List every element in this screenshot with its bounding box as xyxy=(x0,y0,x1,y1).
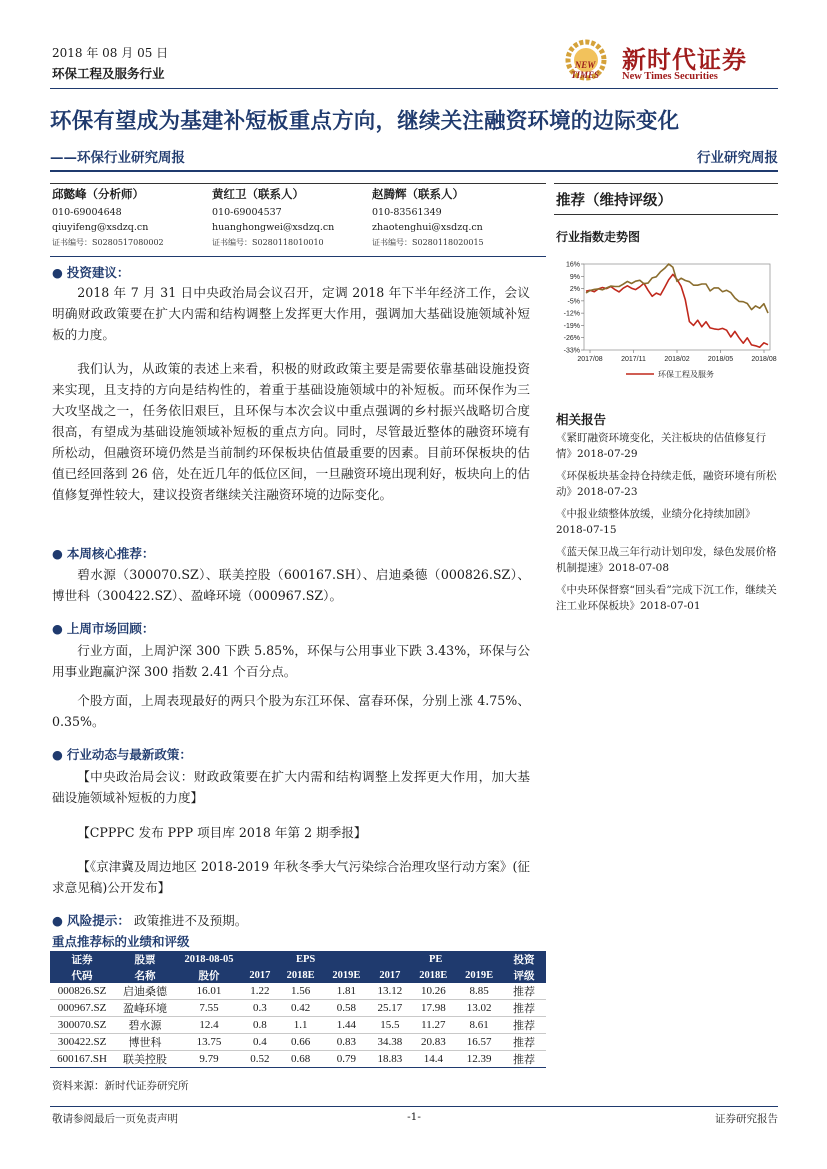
col-header: 证券 xyxy=(50,951,114,967)
section-review-title: ● 上周市场回顾： xyxy=(52,621,155,636)
table-row xyxy=(50,1051,546,1068)
related-report-item[interactable]: 《紧盯融资环境变化，关注板块的估值修复行情》2018-07-29 xyxy=(556,432,766,460)
logo-mark-text-2: TIMES xyxy=(570,70,600,80)
analyst-name: 黄红卫（联系人） xyxy=(212,187,304,201)
cell: 1.22 xyxy=(242,983,278,1000)
table-source: 资料来源：新时代证券研究所 xyxy=(52,1080,189,1092)
col-header: 代码 xyxy=(50,967,114,983)
policy-item-1: 【中央政治局会议：财政政策要在扩大内需和结构调整上发挥更大作用，加大基础设施领域补短板的力度】 xyxy=(52,769,530,805)
performance-table xyxy=(50,951,546,1068)
col-header: 投资 xyxy=(502,951,546,967)
col-header: 2017 xyxy=(242,967,278,983)
cell: 18.83 xyxy=(369,1051,410,1068)
chart-plot-frame xyxy=(584,264,770,350)
risk-line xyxy=(52,910,247,929)
related-title: 相关报告 xyxy=(556,412,607,427)
analyst-3 xyxy=(372,187,484,250)
page-title: 环保有望成为基建补短板重点方向，继续关注融资环境的边际变化 xyxy=(50,109,680,134)
analyst-phone: 010-83561349 xyxy=(372,207,442,218)
cell: 推荐 xyxy=(502,1017,546,1034)
related-report-item[interactable]: 《蓝天保卫战三年行动计划印发，绿色发展价格机制提速》2018-07-08 xyxy=(556,546,777,574)
cell: 16.57 xyxy=(456,1034,502,1051)
related-reports-list xyxy=(556,430,778,614)
rating: 推荐（维持评级） xyxy=(556,192,672,209)
cell: 13.12 xyxy=(369,983,410,1000)
cell: 300422.SZ xyxy=(50,1034,114,1051)
bullet-icon: ● xyxy=(52,265,63,280)
invest-paragraph-1: 2018 年 7 月 31 日中央政治局会议召开，定调 2018 年下半年经济工作，会议明确财政政策要在扩大内需和结构调整上发挥更大作用，强调加大基础设施领域补短板的力度。 xyxy=(52,285,530,342)
cell: 碧水源 xyxy=(114,1017,176,1034)
table-header-row-2 xyxy=(50,967,546,983)
cell: 推荐 xyxy=(502,983,546,1000)
analyst-phone: 010-69004648 xyxy=(52,207,122,218)
y-tick-label: -12% xyxy=(563,310,580,318)
section-picks-title: ● 本周核心推荐： xyxy=(52,546,155,561)
cell: 25.17 xyxy=(369,1000,410,1017)
table-title: 重点推荐标的业绩和评级 xyxy=(52,934,190,949)
col-header: 2019E xyxy=(324,967,370,983)
col-header: 名称 xyxy=(114,967,176,983)
cell: 联美控股 xyxy=(114,1051,176,1068)
y-tick-label: -26% xyxy=(563,335,580,343)
index-trend-chart-svg xyxy=(554,256,778,388)
logo-english-name: New Times Securities xyxy=(622,71,718,82)
industry-name: 环保工程及服务行业 xyxy=(52,66,165,81)
cell: 34.38 xyxy=(369,1034,410,1051)
logo-chinese-name: 新时代证券 xyxy=(622,45,747,74)
cell: 盈峰环境 xyxy=(114,1000,176,1017)
cell: 15.5 xyxy=(369,1017,410,1034)
cell: 7.55 xyxy=(176,1000,242,1017)
report-type: 行业研究周报 xyxy=(697,150,778,166)
col-header: 评级 xyxy=(502,967,546,983)
cell: 600167.SH xyxy=(50,1051,114,1068)
cell: 1.81 xyxy=(324,983,370,1000)
invest-paragraph-2: 我们认为，从政策的表述上来看，积极的财政政策主要是需要依靠基础设施投资来实现，且支持的方向是结构性的，着重于基础设施领域中的补短板。而环保作为三大攻坚战之一，任务依旧艰巨，且环保与本次会议中重点强调的乡村振兴战略切合度很高，有望成为基础设施领域补短板的重点方向。同时，尽管最近整体的融资环境有所松动，但融资环境仍然是当前制约环保板块估值最重要的因素。目前环保板块的估值已经回落到 26 倍，处在近几年的低位区间，一旦融资环境出现利好，板块向上的估值修复弹性较大，建议投资者继续关注融资环境的边际变化。 xyxy=(52,361,530,502)
x-tick-label: 2018/02 xyxy=(664,356,690,363)
cell: 0.3 xyxy=(242,1000,278,1017)
cell: 10.26 xyxy=(410,983,456,1000)
col-header: PE xyxy=(369,951,502,967)
col-header: 2018-08-05 xyxy=(176,951,242,967)
cell: 12.4 xyxy=(176,1017,242,1034)
report-date: 2018 年 08 月 05 日 xyxy=(52,46,169,60)
y-tick-label: -33% xyxy=(563,347,580,355)
x-tick-label: 2017/11 xyxy=(621,356,646,363)
cell: 17.98 xyxy=(410,1000,456,1017)
section-invest-title: ● 投资建议： xyxy=(52,265,130,280)
table-row xyxy=(50,1017,546,1034)
table-row xyxy=(50,983,546,1000)
analyst-top-rule xyxy=(50,183,546,184)
page-subtitle: ——环保行业研究周报 xyxy=(50,150,185,166)
col-header: EPS xyxy=(242,951,369,967)
cell: 16.01 xyxy=(176,983,242,1000)
logo-mark-text-1: NEW xyxy=(574,60,596,70)
cell: 13.02 xyxy=(456,1000,502,1017)
table-header-row-1 xyxy=(50,951,546,967)
y-tick-label: 2% xyxy=(569,286,580,294)
legend-label: 环保工程及服务 xyxy=(658,370,714,379)
related-report-item[interactable]: 《中央环保督察“回头看”完成下沉工作，继续关注工业环保板块》2018-07-01 xyxy=(556,584,777,612)
bullet-icon: ● xyxy=(52,747,63,762)
index-trend-chart xyxy=(554,256,778,388)
page-number: -1- xyxy=(407,1111,421,1123)
cell: 博世科 xyxy=(114,1034,176,1051)
cell: 8.61 xyxy=(456,1017,502,1034)
related-report-item[interactable]: 《环保板块基金持仓持续走低，融资环境有所松动》2018-07-23 xyxy=(556,470,777,498)
risk-title: 风险提示： xyxy=(67,913,130,928)
company-logo xyxy=(556,38,776,90)
cell: 14.4 xyxy=(410,1051,456,1068)
review-paragraph-2: 个股方面，上周表现最好的两只个股为东江环保、富春环保，分别上涨 4.75%、0.35%。 xyxy=(52,693,530,729)
related-report-item[interactable]: 《中报业绩整体放缓，业绩分化持续加剧》2018-07-15 xyxy=(556,508,756,536)
series-line-industry xyxy=(586,274,768,347)
header-rule xyxy=(50,88,778,89)
cell: 启迪桑德 xyxy=(114,983,176,1000)
cell: 20.83 xyxy=(410,1034,456,1051)
footer-report-label: 证券研究报告 xyxy=(715,1113,778,1125)
x-tick-label: 2018/08 xyxy=(751,356,777,363)
bullet-icon: ● xyxy=(52,913,63,928)
review-paragraph-1: 行业方面，上周沪深 300 下跌 5.85%，环保与公用事业下跌 3.43%，环保与公用事业跑赢沪深 300 指数 2.41 个百分点。 xyxy=(52,643,530,679)
table-row xyxy=(50,1034,546,1051)
risk-text: 政策推进不及预期。 xyxy=(134,913,248,928)
x-tick-label: 2018/05 xyxy=(707,356,734,363)
cell: 0.83 xyxy=(324,1034,370,1051)
analyst-bottom-rule xyxy=(50,256,546,257)
cell: 13.75 xyxy=(176,1034,242,1051)
analyst-cert: 证书编号：S0280118010010 xyxy=(212,238,324,247)
rating-top-rule xyxy=(554,183,778,184)
cell: 300070.SZ xyxy=(50,1017,114,1034)
col-header: 2018E xyxy=(278,967,324,983)
y-tick-label: -5% xyxy=(567,298,580,306)
col-header: 股票 xyxy=(114,951,176,967)
analyst-2 xyxy=(212,187,334,250)
y-tick-label: 16% xyxy=(565,261,580,269)
table-row xyxy=(50,1000,546,1017)
section-policy-title: ● 行业动态与最新政策： xyxy=(52,747,192,762)
cell: 0.79 xyxy=(324,1051,370,1068)
footer-rule xyxy=(50,1106,778,1107)
analyst-cert: 证书编号：S0280118020015 xyxy=(372,238,484,247)
cell: 0.52 xyxy=(242,1051,278,1068)
rating-bottom-rule xyxy=(554,214,778,215)
cell: 12.39 xyxy=(456,1051,502,1068)
cell: 0.4 xyxy=(242,1034,278,1051)
footer-disclaimer[interactable]: 敬请参阅最后一页免责声明 xyxy=(52,1113,178,1125)
col-header: 股价 xyxy=(176,967,242,983)
cell: 000826.SZ xyxy=(50,983,114,1000)
cell: 推荐 xyxy=(502,1051,546,1068)
col-header: 2019E xyxy=(456,967,502,983)
cell: 000967.SZ xyxy=(50,1000,114,1017)
cell: 0.68 xyxy=(278,1051,324,1068)
analyst-1 xyxy=(52,187,164,250)
analyst-email[interactable]: zhaotenghui@xsdzq.cn xyxy=(372,222,483,233)
col-header: 2018E xyxy=(410,967,456,983)
cell: 0.58 xyxy=(324,1000,370,1017)
cell: 0.66 xyxy=(278,1034,324,1051)
cell: 9.79 xyxy=(176,1051,242,1068)
logo-mark-icon xyxy=(556,38,616,90)
x-tick-label: 2017/08 xyxy=(577,356,603,363)
cell: 8.85 xyxy=(456,983,502,1000)
cell: 0.8 xyxy=(242,1017,278,1034)
analyst-email[interactable]: huanghongwei@xsdzq.cn xyxy=(212,222,335,233)
y-tick-label: -19% xyxy=(563,322,580,330)
bullet-icon: ● xyxy=(52,546,63,561)
cell: 1.1 xyxy=(278,1017,324,1034)
cell: 推荐 xyxy=(502,1000,546,1017)
chart-title: 行业指数走势图 xyxy=(556,230,641,244)
cell: 1.56 xyxy=(278,983,324,1000)
analyst-phone: 010-69004537 xyxy=(212,207,282,218)
cell: 1.44 xyxy=(324,1017,370,1034)
cell: 0.42 xyxy=(278,1000,324,1017)
cell: 推荐 xyxy=(502,1034,546,1051)
title-rule xyxy=(50,170,778,172)
y-tick-label: 9% xyxy=(569,273,580,281)
analyst-cert: 证书编号：S0280517080002 xyxy=(52,238,164,247)
col-header: 2017 xyxy=(369,967,410,983)
analyst-name: 邱懿峰（分析师） xyxy=(52,187,144,201)
policy-item-3: 【《京津冀及周边地区 2018-2019 年秋冬季大气污染综合治理攻坚行动方案》(征求意见稿)公开发布】 xyxy=(52,859,530,895)
picks-paragraph: 碧水源（300070.SZ）、联美控股（600167.SH）、启迪桑德（000826.SZ）、博世科（300422.SZ）、盈峰环境（000967.SZ）。 xyxy=(52,567,530,603)
policy-item-2: 【CPPPC 发布 PPP 项目库 2018 年第 2 期季报】 xyxy=(77,825,367,840)
bullet-icon: ● xyxy=(52,621,63,636)
cell: 11.27 xyxy=(410,1017,456,1034)
analyst-name: 赵腾辉（联系人） xyxy=(372,187,464,201)
analyst-email[interactable]: qiuyifeng@xsdzq.cn xyxy=(52,222,149,233)
